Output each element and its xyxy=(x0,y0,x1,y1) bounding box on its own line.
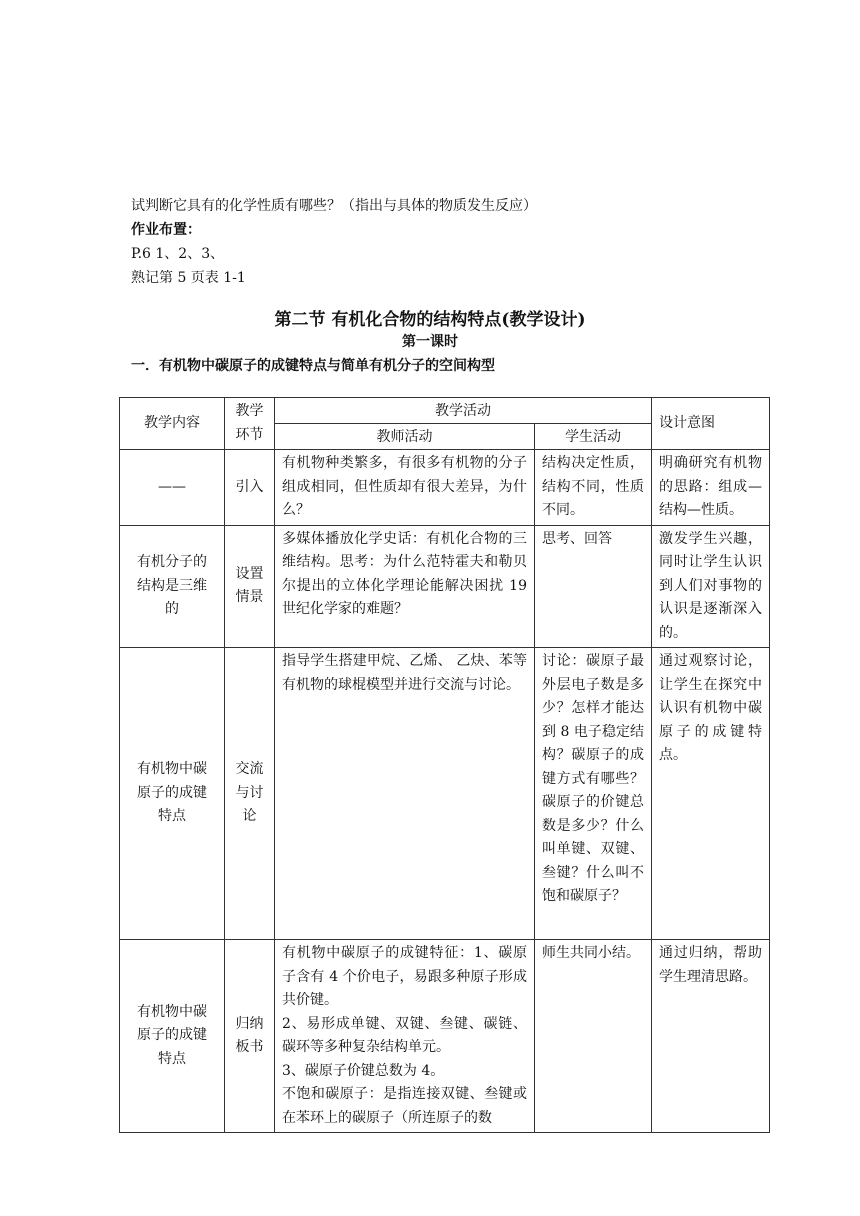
row-content: —— xyxy=(120,450,225,526)
row-student: 思考、回答 xyxy=(535,525,652,648)
header-student: 学生活动 xyxy=(535,424,652,450)
table-row xyxy=(120,525,770,648)
homework-line-2: 熟记第 5 页表 1-1 xyxy=(131,270,246,286)
row-intent: 通过观察讨论，让学生在探究中认识有机物中碳原子的成键特点。 xyxy=(652,648,770,940)
row-content: 有机分子的 结构是三维 的 xyxy=(120,525,225,648)
header-content: 教学内容 xyxy=(120,398,225,450)
header-step: 教学 环节 xyxy=(225,398,275,450)
lesson-subtitle: 第一课时 xyxy=(402,334,458,350)
table-row xyxy=(120,450,770,526)
row-intent: 通过归纳，帮助学生理清思路。 xyxy=(652,940,770,1133)
row-student: 结构决定性质，结构不同，性质不同。 xyxy=(535,450,652,526)
row-step: 交流 与讨 论 xyxy=(225,648,275,940)
row-teacher: 有机物中碳原子的成键特征：1、碳原子含有 4 个价电子，易跟多种原子形成共价键。 2、易形成单键、双键、叁键、碳链、碳环等多种复杂结构单元。 3、碳原子价键总数为 4。 不饱和碳原子：是指连接双键、叁键或在苯环上的碳原子（所连原子的数 xyxy=(275,940,535,1133)
row-intent: 激发学生兴趣，同时让学生认识到人们对事物的认识是逐渐深入的。 xyxy=(652,525,770,648)
header-teacher: 教师活动 xyxy=(275,424,535,450)
row-intent: 明确研究有机物的思路：组成—结构—性质。 xyxy=(652,450,770,526)
homework-label: 作业布置： xyxy=(131,222,201,238)
row-content: 有机物中碳 原子的成键 特点 xyxy=(120,940,225,1133)
homework-line-1: P.6 1、2、3、 xyxy=(131,246,225,262)
row-step: 引入 xyxy=(225,450,275,526)
table-row xyxy=(120,648,770,940)
lesson-plan-table xyxy=(119,397,770,1133)
header-intent: 设计意图 xyxy=(652,398,770,450)
row-student: 讨论：碳原子最外层电子数是多少？怎样才能达到 8 电子稳定结构？碳原子的成键方式有哪些？碳原子的价键总数是多少？什么叫单键、双键、叁键？什么叫不饱和碳原子？ xyxy=(535,648,652,940)
row-step: 设置 情景 xyxy=(225,525,275,648)
row-content: 有机物中碳 原子的成键 特点 xyxy=(120,648,225,940)
header-activity: 教学活动 xyxy=(275,398,652,424)
section-title: 第二节 有机化合物的结构特点(教学设计) xyxy=(274,310,586,330)
table-header-row xyxy=(120,398,770,424)
section-heading: 一．有机物中碳原子的成键特点与简单有机分子的空间构型 xyxy=(131,358,495,374)
row-student: 师生共同小结。 xyxy=(535,940,652,1133)
row-teacher: 有机物种类繁多，有很多有机物的分子组成相同，但性质却有很大差异，为什么？ xyxy=(275,450,535,526)
row-step: 归纳 板书 xyxy=(225,940,275,1133)
question-line: 试判断它具有的化学性质有哪些？（指出与具体的物质发生反应） xyxy=(131,198,537,214)
table-row xyxy=(120,940,770,1133)
row-teacher: 多媒体播放化学史话：有机化合物的三维结构。思考：为什么范特霍夫和勒贝尔提出的立体化学理论能解决困扰 19 世纪化学家的难题？ xyxy=(275,525,535,648)
row-teacher: 指导学生搭建甲烷、乙烯、 乙炔、苯等有机物的球棍模型并进行交流与讨论。 xyxy=(275,648,535,940)
